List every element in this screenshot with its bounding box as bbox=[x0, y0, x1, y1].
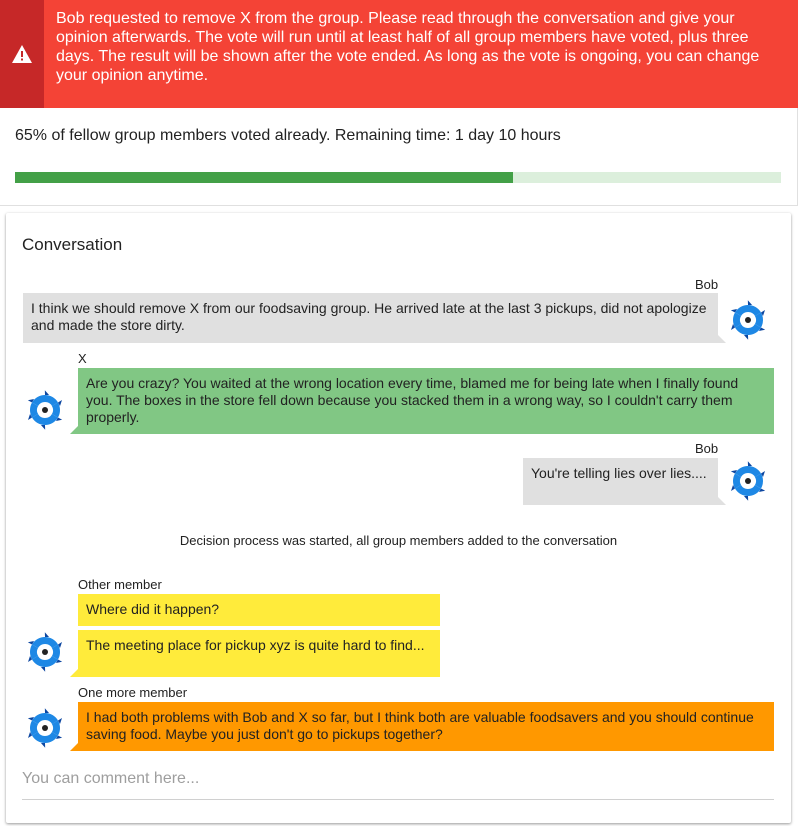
message-bubble: Are you crazy? You waited at the wrong location every time, blamed me for being late when I finally found you. The boxes in the store fell down because you stacked them in a wrong way, so I couldn't carry them properly. bbox=[78, 368, 774, 434]
message-bubble: I had both problems with Bob and X so far, but I think both are valuable foodsavers and you should continue saving food. Maybe you just don't go to pickups together? bbox=[78, 702, 774, 751]
message-bubble: Where did it happen? bbox=[78, 594, 440, 626]
message-author: Other member bbox=[78, 577, 162, 592]
message-author: Bob bbox=[695, 441, 719, 456]
conversation-card bbox=[6, 213, 791, 823]
comment-input[interactable] bbox=[22, 758, 774, 800]
alert-icon-box bbox=[0, 0, 44, 108]
conversation-title: Conversation bbox=[22, 235, 123, 254]
avatar-icon[interactable] bbox=[25, 390, 65, 430]
avatar-icon[interactable] bbox=[728, 461, 768, 501]
vote-status-panel bbox=[0, 108, 798, 206]
avatar-icon[interactable] bbox=[25, 708, 65, 748]
vote-progress-fill bbox=[15, 172, 513, 183]
alert-message: Bob requested to remove X from the group. Please read through the conversation and give your opinion afterwards. The vote will run until at least half of all group members have voted, plus three days. The result will be shown after the vote ended. As long as the vote is ongoing, you can change your opinion anytime. bbox=[56, 10, 760, 84]
avatar-icon[interactable] bbox=[25, 632, 65, 672]
message-author: X bbox=[78, 351, 87, 366]
message-author: Bob bbox=[695, 277, 719, 292]
avatar-icon[interactable] bbox=[728, 300, 768, 340]
vote-progress-bar bbox=[15, 172, 781, 183]
system-message: Decision process was started, all group members added to the conversation bbox=[179, 533, 618, 548]
message-author: One more member bbox=[78, 685, 188, 700]
message-bubble: You're telling lies over lies.... bbox=[523, 458, 718, 505]
warning-icon bbox=[12, 45, 32, 63]
alert-banner bbox=[0, 0, 798, 108]
message-bubble: I think we should remove X from our foodsaving group. He arrived late at the last 3 pickups, did not apologize and made the store dirty. bbox=[23, 293, 718, 343]
vote-status-text: 65% of fellow group members voted already. Remaining time: 1 day 10 hours bbox=[15, 127, 561, 144]
message-bubble: The meeting place for pickup xyz is quite hard to find... bbox=[78, 630, 440, 677]
